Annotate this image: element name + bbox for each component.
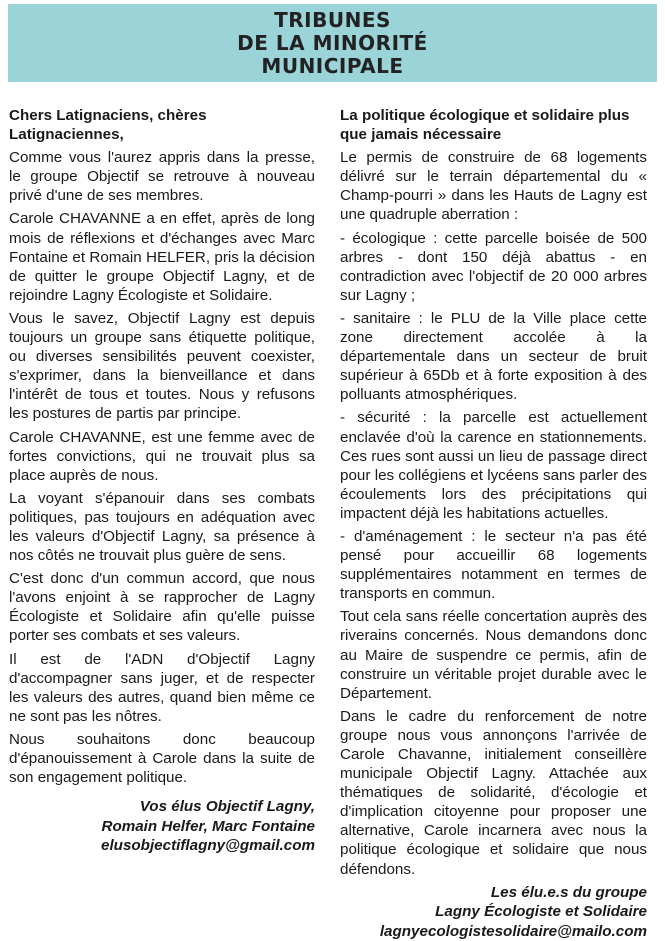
right-paragraph: Le permis de construire de 68 logements délivré sur le terrain départemental du « Champ-pourri » dans les Hauts de Lagny est une quadruple aberration : [340,149,647,224]
right-signature [340,883,647,941]
right-paragraph: - sécurité : la parcelle est actuellement enclavée d'où la carence en stationnements. Ces rues sont aussi un lieu de passage direct pour les collégiens et lycéens sans parler des écoulements lors des précipitations qui impactent déjà les habitations actuelles. [340,409,647,522]
right-column-lagny-ecologiste [340,106,647,941]
right-heading: La politique écologique et solidaire plus que jamais nécessaire [340,107,630,144]
left-paragraph: Comme vous l'aurez appris dans la presse, le groupe Objectif se retrouve à nouveau privé d'une de ses membres. [9,149,315,205]
left-signature-line-1: Vos élus Objectif Lagny, [139,798,315,816]
right-paragraph: - sanitaire : le PLU de la Ville place cette zone directement accolée à la départementale dans un secteur de bruit supérieur à 65Db et à forte exposition à des polluants atmosphériques. [340,309,647,404]
left-paragraph: Il est de l'ADN d'Objectif Lagny d'accompagner sans juger, et de respecter les valeurs des autres, quand bien même ce ne sont pas les nôtres. [9,650,315,725]
left-salutation: Chers Latignaciens, chères Latignaciennes, [9,107,207,144]
left-paragraph: Vous le savez, Objectif Lagny est depuis toujours un groupe sans étiquette politique, ou diverses sensibilités peuvent coexister, s'exprimer, dans la bienveillance et dans l'intérêt de tous et toutes. Nous y refusons les postures de partis par principe. [9,309,315,423]
banner-title-line-1: TRIBUNES [274,7,391,32]
right-paragraph: Tout cela sans réelle concertation auprès des riverains concernés. Nous demandons donc au Maire de suspendre ce permis, afin de construire un véritable projet durable avec le Département. [340,608,647,702]
right-signature-line-1: Les élu.e.s du groupe [490,883,647,901]
banner-title-line-3: MUNICIPALE [261,53,404,78]
left-signature-line-2: Romain Helfer, Marc Fontaine [101,817,315,835]
left-paragraph: Carole CHAVANNE, est une femme avec de fortes convictions, qui ne trouvait plus sa place auprès de nous. [9,428,315,484]
left-signature-email: elusobjectiflagny@gmail.com [101,837,315,855]
left-paragraph: Nous souhaitons donc beaucoup d'épanouissement à Carole dans la suite de son engagement politique. [9,730,315,787]
section-banner [8,4,657,82]
banner-title-line-2: DE LA MINORITÉ [237,30,428,55]
right-signature-email: lagnyecologistesolidaire@mailo.com [379,922,647,940]
left-paragraph: C'est donc d'un commun accord, que nous l'avons enjoint à se rapprocher de Lagny Écologiste et Solidaire afin qu'elle puisse porter ses combats et ses valeurs. [9,570,315,645]
left-paragraph: La voyant s'épanouir dans ses combats politiques, pas toujours en adéquation avec les valeurs d'Objectif Lagny, sa présence à nos côtés ne trouvait plus guère de sens. [9,489,315,565]
left-column-objectif-lagny [9,106,315,856]
right-signature-line-2: Lagny Écologiste et Solidaire [435,903,647,921]
left-signature [9,797,315,856]
right-paragraph: Dans le cadre du renforcement de notre groupe nous vous annonçons l'arrivée de Carole Chavanne, initialement conseillère municipale Objectif Lagny. Attachée aux thématiques de solidarité, d'écologie et d'implication citoyenne pour proposer une alternative, Carole incarnera avec nous la politique écologique et solidaire que nous défendons. [340,707,647,878]
right-paragraph: - d'aménagement : le secteur n'a pas été pensé pour accueillir 68 logements supplémentaires notamment en termes de transports en commun. [340,527,647,603]
right-paragraph: - écologique : cette parcelle boisée de 500 arbres - dont 150 déjà abattus - en contradiction avec l'objectif de 20 000 arbres sur Lagny ; [340,229,647,304]
left-paragraph: Carole CHAVANNE a en effet, après de long mois de réflexions et d'échanges avec Marc Fontaine et Romain HELFER, pris la décision de quitter le groupe Objectif Lagny, et de rejoindre Lagny Écologiste et Solidaire. [9,210,315,304]
